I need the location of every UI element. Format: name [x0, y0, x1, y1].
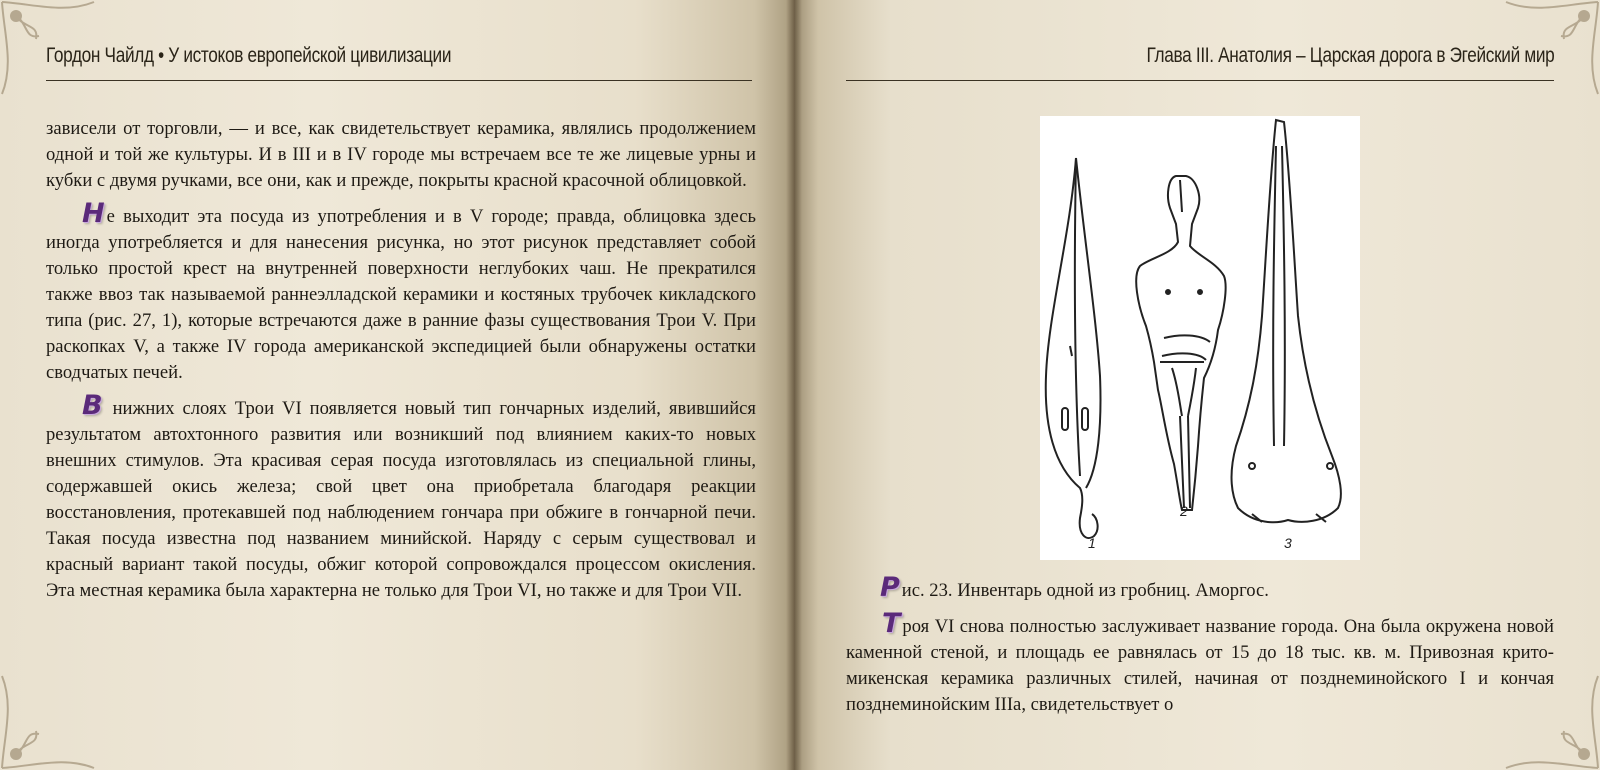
caption-text: ис. 23. Инвентарь одной из гробниц. Аморгос. — [901, 580, 1269, 601]
figure-caption — [880, 572, 1269, 603]
figure-label: 1 — [1088, 535, 1096, 551]
running-header-left — [46, 44, 752, 81]
book-title: Гордон Чайлд • У истоков европейской цивилизации — [46, 44, 452, 67]
paragraph — [46, 198, 756, 386]
corner-ornament-icon — [0, 666, 104, 770]
left-page-text — [46, 116, 756, 614]
drop-cap: Т — [882, 608, 901, 639]
drop-cap: В — [82, 390, 103, 421]
figure-illustration — [1040, 116, 1360, 560]
figure-label: 3 — [1284, 535, 1292, 551]
drop-cap: Р — [880, 572, 900, 603]
drop-cap: Н — [82, 198, 105, 229]
left-page[interactable] — [0, 0, 794, 770]
paragraph — [46, 390, 756, 604]
book-spine — [786, 0, 802, 770]
paragraph-text: зависели от торговли, — и все, как свидетельствует керамика, являлись продолжением одной и той же культуры. И в III и в IV городе мы встречаем все те же лицевые урны и кубки с двумя ручками, все они, как и прежде, покрыты красной красочной облицовкой. — [46, 118, 756, 191]
paragraph-text: е выходит эта посуда из употребления и в V городе; правда, облицовка здесь иногда употребляется и для нанесения рисунка, но этот рисунок представляет собой только простой крест на внутренней поверхности неглубоких чаш. Не прекратился также ввоз так называемой раннеэлладской керамики и костяных трубочек кикладского типа (рис. 27, 1), которые встречаются даже в ранние фазы существования Трои V. При раскопках V, а также IV города американской экспедицией были обнаружены остатки сводчатых печей. — [46, 206, 756, 383]
chapter-title: Глава III. Анатолия – Царская дорога в Эгейский мир — [1146, 44, 1554, 67]
right-page-text — [846, 608, 1554, 728]
figure-label: 2 — [1180, 503, 1188, 519]
running-header-right — [846, 44, 1554, 81]
paragraph — [46, 116, 756, 194]
paragraph — [846, 608, 1554, 718]
paragraph-text: роя VI снова полностью заслуживает название города. Она была окружена новой каменной стеной, и площадь ее равнялась от 15 до 18 тыс. кв. м. Привозная крито-микенская керамика различных стилей, начиная от позднеминойского I и кончая позднеминойским IIIa, свидетельствует о — [846, 616, 1554, 715]
paragraph-text: нижних слоях Трои VI появляется новый тип гончарных изделий, явившийся результатом автохтонного развития или возникший под влиянием каких-то новых внешних стимулов. Эта красивая серая посуда изготовлялась из специальной глины, содержавшей окись железа; свой цвет она приобретала благодаря реакции восстановления, протекавшей под наблюдением гончара при обжиге в гончарной печи. Такая посуда известна под названием минийской. Наряду с серым существовал и красный вариант такой посуды, обжиг которой сопровождался процессом окисления. Эта местная керамика была характерна не только для Трои VI, но также и для Трои VII. — [46, 398, 756, 601]
amorgos-artifacts-drawing — [1040, 116, 1360, 560]
